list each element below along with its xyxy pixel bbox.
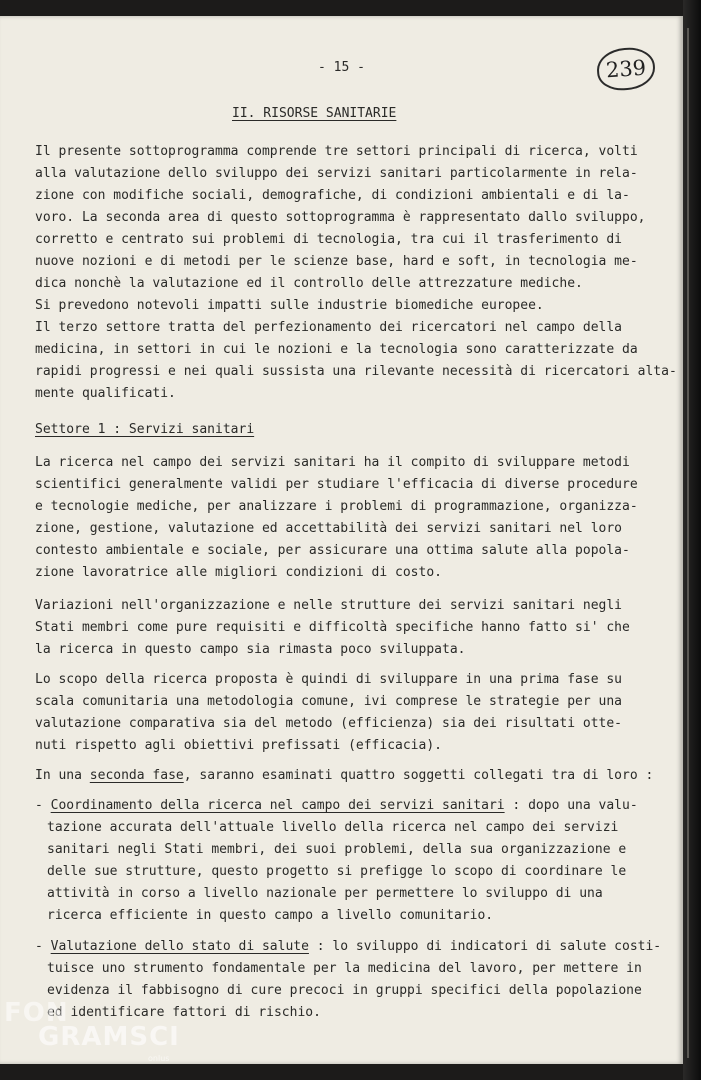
text-line: contesto ambientale e sociale, per assicurare una ottima salute alla popola- [35, 543, 630, 558]
text-line: la ricerca in questo campo sia rimasta poco sviluppata. [35, 642, 466, 657]
text-line [35, 765, 654, 787]
text-line: medicina, in settori in cui le nozioni e la tecnologia sono caratterizzate da [35, 342, 638, 357]
bullet-title: Valutazione dello stato di salute [50, 939, 309, 954]
bullet-first-line [35, 936, 662, 958]
sector-heading: Settore 1 : Servizi sanitari [35, 422, 255, 437]
text-line: scientifici generalmente validi per studiare l'efficacia di diverse procedure [35, 477, 638, 492]
bullet-first-line [35, 795, 645, 817]
text-line: corretto e centrato sui problemi di tecnologia, tra cui il trasferimento di [35, 232, 622, 247]
text-line: La ricerca nel campo dei servizi sanitari ha il compito di sviluppare metodi [35, 455, 630, 470]
watermark-logo-sub: onlus [148, 1054, 170, 1063]
text-line: evidenza il fabbisogno di cure precoci in gruppi specifici della popolazione [47, 983, 642, 998]
watermark-logo-top: FON [4, 998, 69, 1028]
text-line: Variazioni nell'organizzazione e nelle strutture dei servizi sanitari negli [35, 598, 622, 613]
text-line: Il terzo settore tratta del perfezionamento dei ricercatori nel campo della [35, 320, 622, 335]
text-line: rapidi progressi e nei quali sussista una rilevante necessità di ricercatori alta- [35, 364, 677, 379]
binder-edge [683, 0, 701, 1080]
binder-edge-line [687, 28, 689, 1058]
text-line: e tecnologie mediche, per analizzare i problemi di programmazione, organizza- [35, 499, 638, 514]
text-line: Il presente sottoprogramma comprende tre settori principali di ricerca, volti [35, 144, 638, 159]
bullet-dash: - [35, 939, 51, 954]
section-title: II. RISORSE SANITARIE [232, 106, 397, 121]
paragraph-3 [35, 669, 645, 757]
text-line: scala comunitaria una metodologia comune, ivi comprese le strategie per una [35, 694, 622, 709]
text-line: nuove nozioni e di metodi per le scienze base, hard e soft, in tecnologia me- [35, 254, 638, 269]
intro-paragraph [35, 141, 677, 405]
text-line: zione lavoratrice alle migliori condizioni di costo. [35, 565, 442, 580]
paragraph-2 [35, 595, 645, 661]
text-line: attività in corso a livello nazionale per permettere lo sviluppo di una [47, 886, 603, 901]
bullet-title: Coordinamento della ricerca nel campo dei servizi sanitari [50, 798, 505, 813]
text-line: nuti rispetto agli obiettivi prefissati (efficacia). [35, 738, 442, 753]
text-line: sanitari negli Stati membri, dei suoi problemi, della sua organizzazione e [47, 842, 627, 857]
text-line: alla valutazione dello sviluppo dei servizi sanitari particolarmente in rela- [35, 166, 638, 181]
text-line: dica nonchè la valutazione ed il controllo delle attrezzature mediche. [35, 276, 583, 291]
text-line: Stati membri come pure requisiti e difficoltà specifiche hanno fatto si' che [35, 620, 630, 635]
text-line: Si prevedono notevoli impatti sulle industrie biomediche europee. [35, 298, 544, 313]
text-line: tuisce uno strumento fondamentale per la medicina del lavoro, per mettere in [47, 961, 642, 976]
text-line: zione con modifiche sociali, demografiche, di condizioni ambientali e di la- [35, 188, 630, 203]
text-line: ricerca efficiente in questo campo a livello comunitario. [47, 908, 494, 923]
text-run: In una [35, 768, 90, 783]
page-number: - 15 - [318, 60, 365, 75]
underlined-term: seconda fase [89, 768, 184, 783]
text-line: ed identificare fattori di rischio. [47, 1005, 321, 1020]
bullet-dash: - [35, 798, 51, 813]
text-line: zione, gestione, valutazione ed accettabilità dei servizi sanitari nel loro [35, 521, 622, 536]
text-line: tazione accurata dell'attuale livello della ricerca nel campo dei servizi [47, 820, 619, 835]
bullet-coordinamento [35, 795, 645, 927]
text-line: mente qualificati. [35, 386, 176, 401]
text-run: , saranno esaminati quattro soggetti collegati tra di loro : [183, 768, 654, 783]
archive-number-stamp: 239 [596, 46, 657, 92]
text-line: valutazione comparativa sia del metodo (efficienza) sia dei risultati otte- [35, 716, 622, 731]
text-line: voro. La seconda area di questo sottoprogramma è rappresentato dallo sviluppo, [35, 210, 646, 225]
text-run: : dopo una valu- [504, 798, 638, 813]
watermark-logo: GRAMSCI [38, 1022, 180, 1052]
text-run: : lo sviluppo di indicatori di salute costi- [308, 939, 662, 954]
paragraph-1 [35, 452, 645, 584]
text-line: delle sue strutture, questo progetto si prefigge lo scopo di coordinare le [47, 864, 627, 879]
bullet-valutazione [35, 936, 662, 1024]
paragraph-4 [35, 765, 654, 787]
text-line: Lo scopo della ricerca proposta è quindi di sviluppare in una prima fase su [35, 672, 622, 687]
